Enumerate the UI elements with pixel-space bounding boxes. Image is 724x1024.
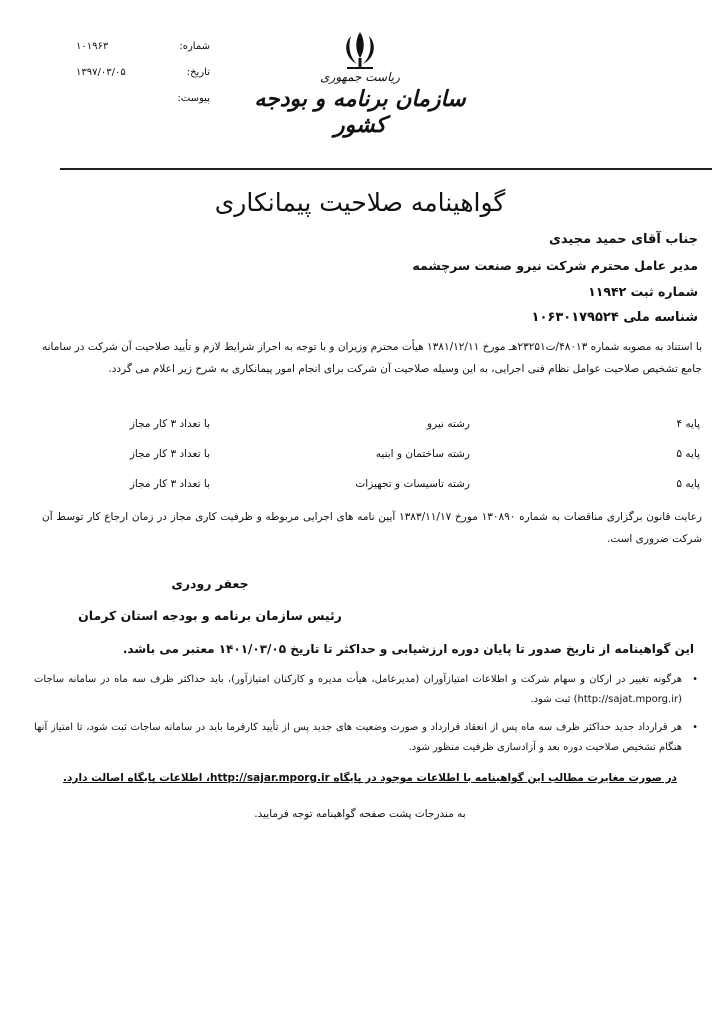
letter-attachment-row [70,86,210,112]
grade-row [20,418,700,438]
condition-text: هرگونه تغییر در ارکان و سهام شرکت و اطلاعات امتیازآوران (مدیرعامل، هیأت مدیره و کارکنان امتیازآور)، باید حداکثر ظرف سه ماه در سامانه ساجات (http://sajat.mporg.ir) ثبت شود. [34,674,682,705]
letter-date-row [70,60,210,86]
date-value: ۱۳۹۷/۰۳/۰۵ [76,67,126,78]
iran-emblem-icon [337,28,383,72]
certificate-intro-paragraph: با استناد به مصوبه شماره ۴۸۰۱۳/ت۲۳۲۵۱هـ مورخ ۱۳۸۱/۱۲/۱۱ هیأت محترم وزیران و با توجه به احراز شرایط لازم و تأیید صلاحیت آن شرکت در سامانه جامع تشخیص صلاحیت عوامل نظام فنی اجرایی، به این وسیله صلاحیت آن شرکت برای انجام امور پیمانکاری به شرح زیر اعلام می گردد. [42,341,702,375]
bullet-icon: • [692,722,698,733]
grade-field: رشته ساختمان و ابنیه [375,448,470,460]
condition-text: هر قرارداد جدید حداکثر ظرف سه ماه پس از انعقاد قرارداد و صورت وضعیت های جدید پس از تأیید کارفرما باید در سامانه ساجات ثبت شود، تا امتیاز آنها هنگام تشخیص صلاحیت دوره بعد و آزادسازی ظرفیت منظور شود. [34,722,682,753]
grade-capacity: با تعداد ۳ کار مجاز [129,448,210,460]
signatory-name: جعفر رودری [171,576,249,591]
number-label: شماره: [179,41,210,52]
signatory-title: رئیس سازمان برنامه و بودجه استان کرمان [78,608,342,623]
validity-statement: این گواهینامه از تاریخ صدور تا پایان دوره ارزشیابی و حداکثر تا تاریخ ۱۴۰۱/۰۳/۰۵ معتبر می باشد. [122,642,694,656]
letter-number-row [70,34,210,60]
grade-field: رشته تاسیسات و تجهیزات [355,478,470,490]
organization-logotype: سازمان برنامه و بودجه کشور [254,86,466,138]
footer-note: به مندرجات پشت صفحه گواهینامه توجه فرمایید. [254,808,466,820]
registration-number: شماره ثبت ۱۱۹۴۲ [588,284,698,299]
bullet-icon: • [692,674,698,685]
certificate-title: گواهینامه صلاحیت پیمانکاری [214,188,506,217]
date-label: تاریخ: [186,67,210,78]
grade-capacity: با تعداد ۳ کار مجاز [129,478,210,490]
grade-row [20,448,700,468]
recipient-position: مدیر عامل محترم شرکت نیرو صنعت سرچشمه [412,258,698,273]
grade-level: پایه ۵ [676,478,700,490]
presidency-label: ریاست جمهوری [320,70,400,84]
letter-metadata [70,34,210,112]
discrepancy-notice: در صورت مغایرت مطالب این گواهینامه با اطلاعات موجود در پایگاه http://sajar.mporg.ir، اطلاعات پایگاه اصالت دارد. [63,772,677,784]
grade-level: پایه ۴ [676,418,700,430]
conditions-list [34,670,702,766]
national-id: شناسه ملی ۱۰۶۳۰۱۷۹۵۲۴ [531,310,698,325]
attachment-label: پیوست: [177,93,210,104]
grade-field: رشته نیرو [427,418,470,430]
grade-level: پایه ۵ [676,448,700,460]
header-divider [60,168,712,170]
number-value: ۱۰۱۹۶۳ [76,41,109,52]
list-item [34,718,702,758]
recipient-salutation: جناب آقای حمید مجیدی [548,232,698,247]
grade-capacity: با تعداد ۳ کار مجاز [129,418,210,430]
compliance-paragraph: رعایت قانون برگزاری مناقصات به شماره ۱۳۰۸۹۰ مورخ ۱۳۸۳/۱۱/۱۷ آیین نامه های اجرایی مربوطه و ظرفیت کاری مجاز در زمان ارجاع کار توسط آن شرکت ضروری است. [42,511,702,545]
grade-row [20,478,700,498]
list-item [34,670,702,710]
